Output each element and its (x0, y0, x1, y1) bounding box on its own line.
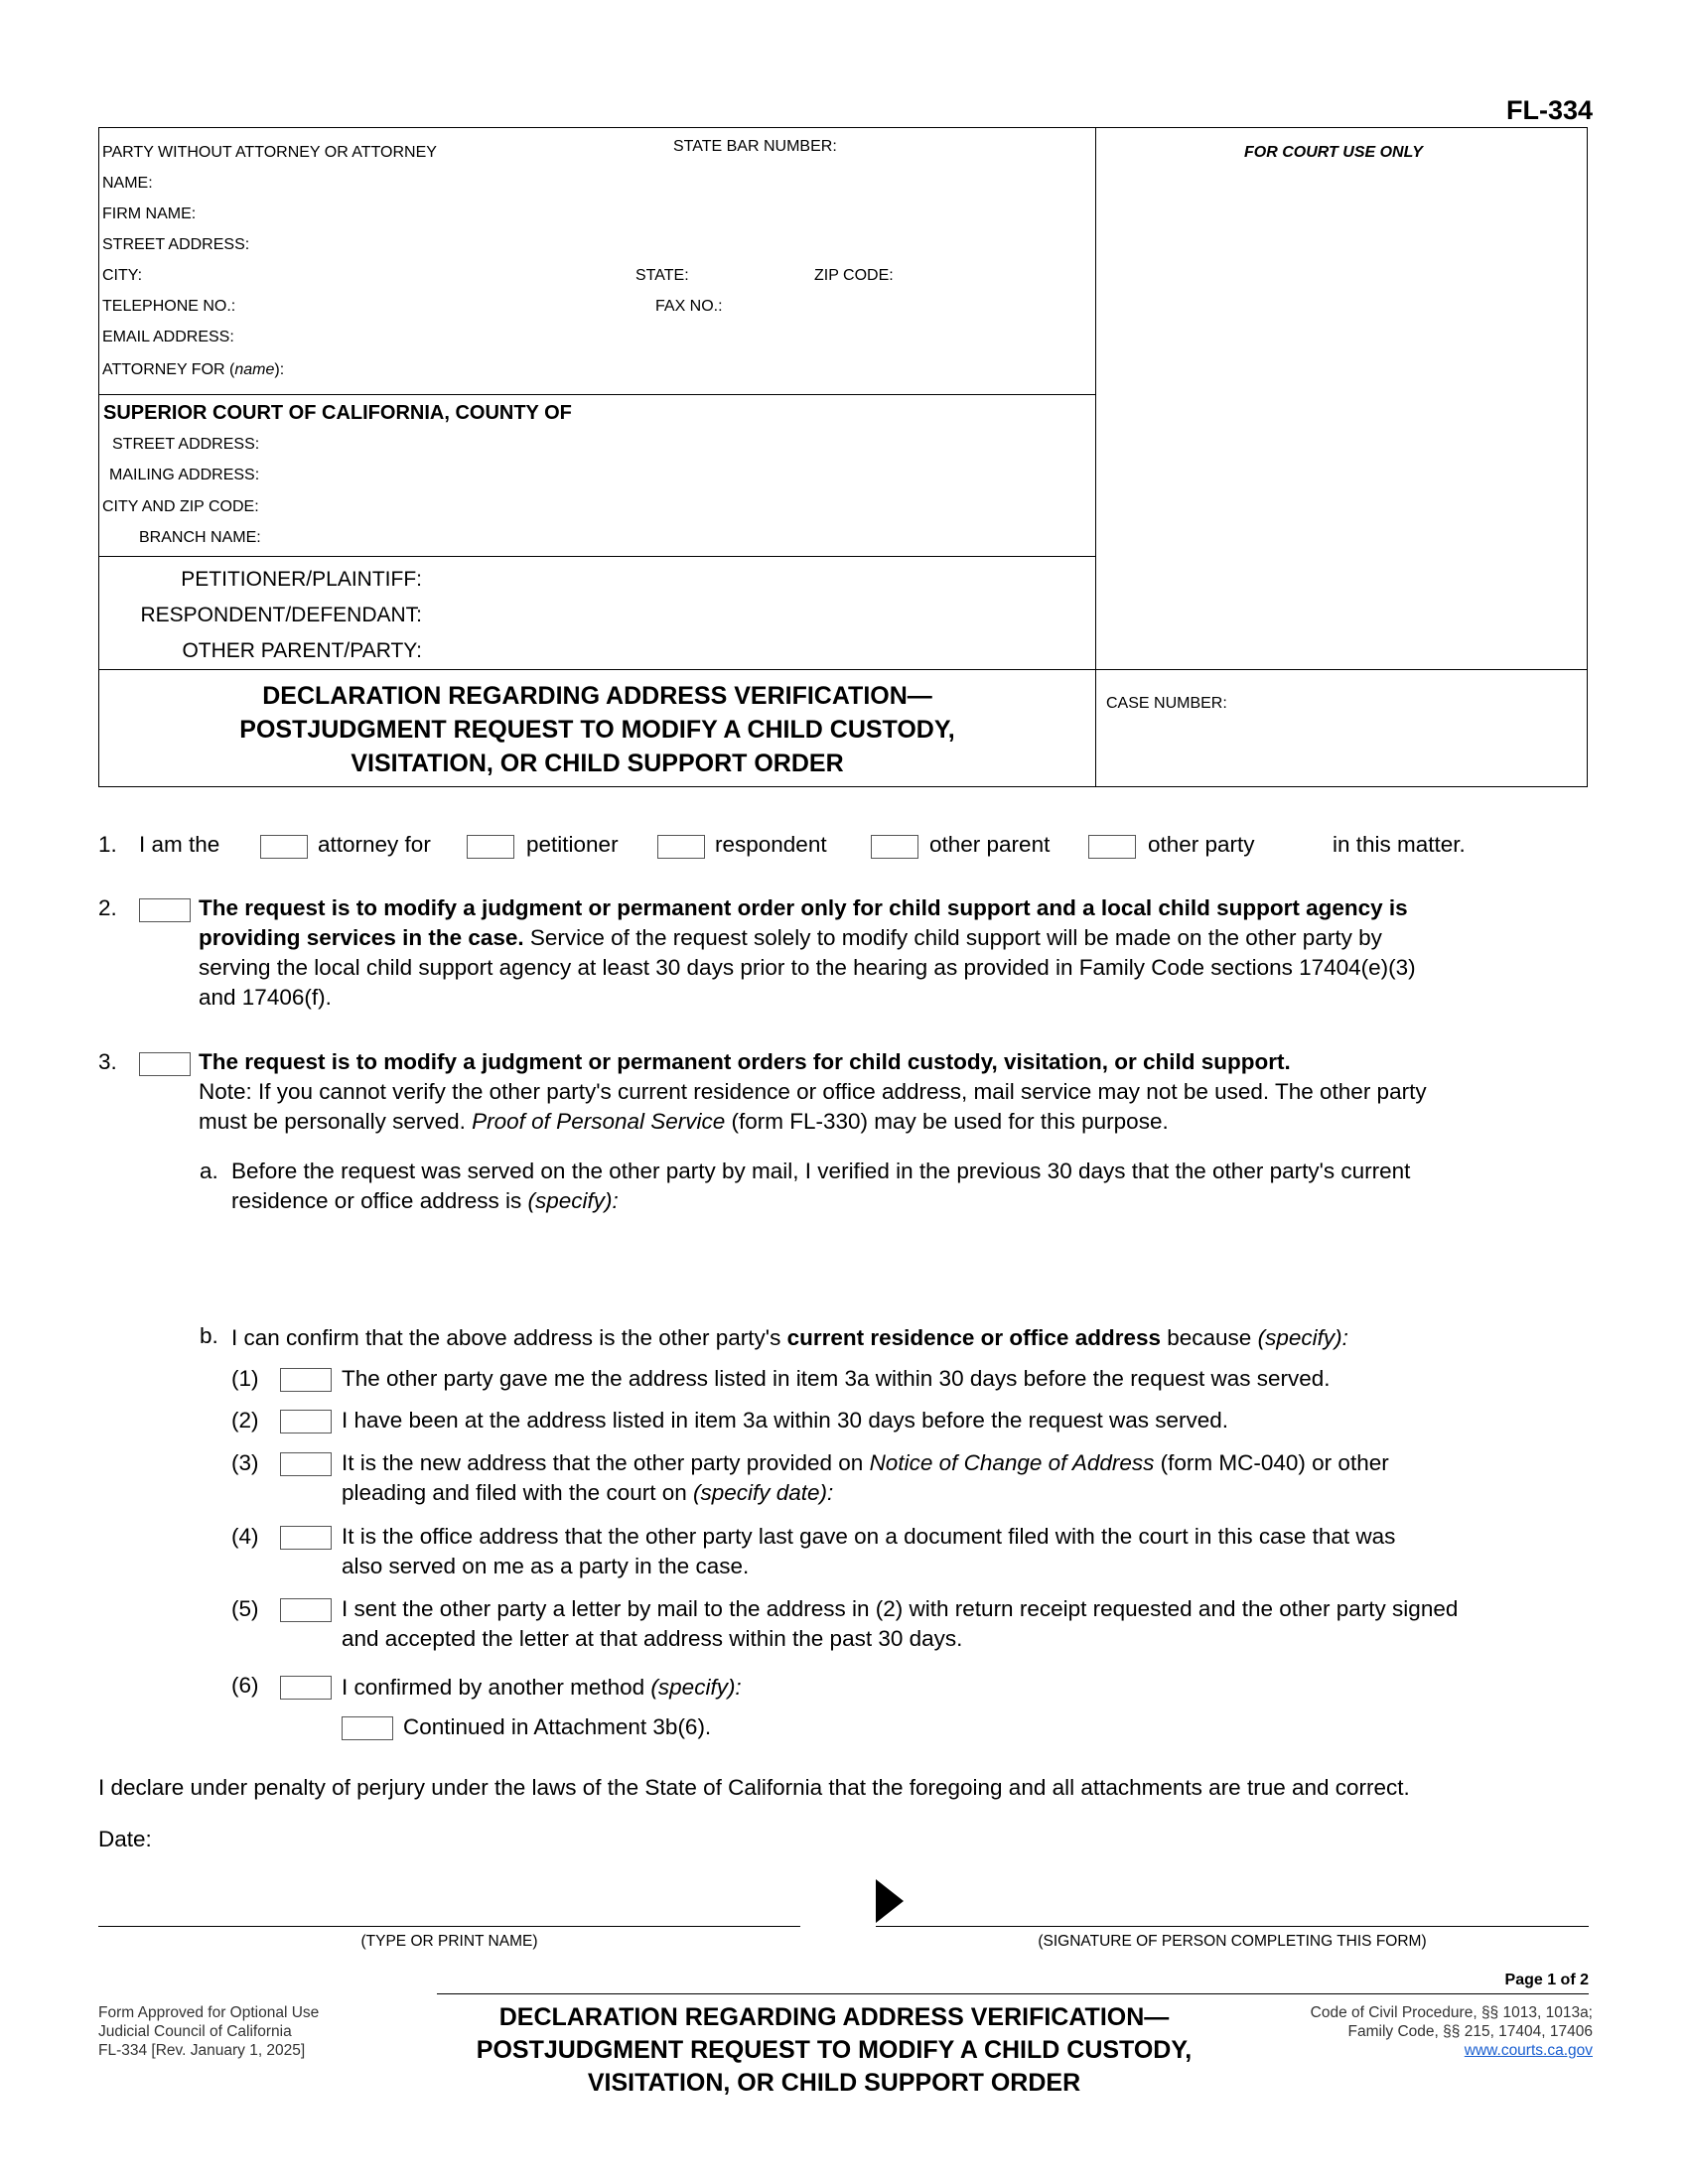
respondent-option: respondent (715, 832, 827, 857)
court-city-zip-label: CITY AND ZIP CODE: (102, 498, 259, 515)
other-party-checkbox[interactable] (1088, 835, 1136, 859)
print-name-caption: (TYPE OR PRINT NAME) (360, 1933, 538, 1950)
print-name-line[interactable] (98, 1926, 800, 1927)
item-number: 2. (98, 895, 117, 920)
footer-title-line: DECLARATION REGARDING ADDRESS VERIFICATION— (498, 2003, 1170, 2031)
caption-header (98, 127, 1588, 787)
document-title (99, 679, 1095, 780)
item-1 (0, 832, 1688, 864)
petitioner-option: petitioner (526, 832, 619, 857)
firm-name-label: FIRM NAME: (102, 205, 197, 222)
form-number: FL-334 (1505, 95, 1593, 125)
item-1-tail: in this matter. (1333, 832, 1466, 857)
sub-item-5-line: and accepted the letter at that address within the past 30 days. (342, 1626, 963, 1651)
email-label: EMAIL ADDRESS: (102, 329, 234, 345)
footer-left (98, 2003, 319, 2060)
sub-item-5-line: I sent the other party a letter by mail to the address in (2) with return receipt requested and the other party signed (342, 1596, 1459, 1621)
continued-attachment-checkbox[interactable] (342, 1716, 393, 1740)
sub-item-number: (5) (231, 1596, 259, 1621)
sub-item-6-checkbox[interactable] (280, 1676, 332, 1700)
item-3b-label: b. (200, 1323, 218, 1348)
court-title: SUPERIOR COURT OF CALIFORNIA, COUNTY OF (103, 402, 572, 424)
sub-item-3-line: pleading and filed with the court on (specify date): (342, 1480, 834, 1505)
street-address-label: STREET ADDRESS: (102, 236, 250, 253)
sub-item-2-text: I have been at the address listed in item 3a within 30 days before the request was served. (342, 1408, 1229, 1433)
sub-item-4-line: also served on me as a party in the case. (342, 1554, 750, 1578)
item-3b-text: I can confirm that the above address is the other party's current residence or office address because (specify): (231, 1325, 1348, 1350)
item-2-text (199, 893, 1589, 1013)
item-3-text (199, 1047, 1589, 1137)
sub-item-3-text (342, 1448, 1593, 1508)
sub-item-3-checkbox[interactable] (280, 1452, 332, 1476)
sub-item-3-line: It is the new address that the other party provided on Notice of Change of Address (form MC-040) or other (342, 1450, 1389, 1475)
sub-item-1-checkbox[interactable] (280, 1368, 332, 1392)
court-use-only-label: FOR COURT USE ONLY (1244, 144, 1423, 161)
footer-right-line: Family Code, §§ 215, 17404, 17406 (1347, 2023, 1593, 2040)
sub-item-number: (4) (231, 1524, 259, 1549)
item-2-line: serving the local child support agency at least 30 days prior to the hearing as provided in Family Code sections 17404(e)(3) (199, 955, 1416, 980)
court-street-label: STREET ADDRESS: (112, 436, 260, 453)
item-2-line: and 17406(f). (199, 985, 332, 1010)
telephone-label: TELEPHONE NO.: (102, 298, 236, 315)
respondent-checkbox[interactable] (657, 835, 705, 859)
declaration-text: I declare under penalty of perjury under the laws of the State of California that the foregoing and all attachments are true and correct. (98, 1775, 1410, 1800)
title-line: DECLARATION REGARDING ADDRESS VERIFICATION— (262, 682, 932, 710)
footer-right (1311, 2003, 1593, 2060)
city-label: CITY: (102, 267, 143, 284)
attorney-for-option: attorney for (318, 832, 431, 857)
item-3-line: Note: If you cannot verify the other party's current residence or office address, mail service may not be used. The other party (199, 1079, 1427, 1104)
petitioner-checkbox[interactable] (467, 835, 514, 859)
sub-item-2-checkbox[interactable] (280, 1410, 332, 1433)
state-label: STATE: (635, 267, 689, 284)
item-number: 3. (98, 1049, 117, 1074)
title-line: VISITATION, OR CHILD SUPPORT ORDER (351, 750, 844, 777)
item-3a-label: a. (200, 1159, 218, 1183)
zip-code-label: ZIP CODE: (814, 267, 894, 284)
item-2-line: The request is to modify a judgment or permanent order only for child support and a local child support agency is (199, 895, 1408, 920)
other-parent-checkbox[interactable] (871, 835, 918, 859)
sub-item-4-checkbox[interactable] (280, 1526, 332, 1550)
item-3-checkbox[interactable] (139, 1052, 191, 1076)
date-label: Date: (98, 1827, 152, 1851)
case-number-label: CASE NUMBER: (1106, 695, 1227, 712)
sub-item-1-text: The other party gave me the address listed in item 3a within 30 days before the request was served. (342, 1366, 1331, 1391)
item-3a-line: residence or office address is (specify): (231, 1188, 619, 1213)
court-mailing-label: MAILING ADDRESS: (109, 467, 260, 483)
signature-line[interactable] (876, 1926, 1589, 1927)
header-line (99, 556, 1095, 557)
continued-attachment-text: Continued in Attachment 3b(6). (403, 1714, 712, 1739)
page-number: Page 1 of 2 (1504, 1972, 1589, 1988)
sub-item-4-line: It is the office address that the other party last gave on a document filed with the court in this case that was (342, 1524, 1396, 1549)
item-2-line: providing services in the case. Service of the request solely to modify child support will be made on the other party by (199, 925, 1382, 950)
other-parent-option: other parent (929, 832, 1051, 857)
court-branch-label: BRANCH NAME: (139, 529, 261, 546)
arrow-icon (874, 1877, 906, 1925)
item-3a-line: Before the request was served on the other party by mail, I verified in the previous 30 days that the other party's current (231, 1159, 1411, 1183)
attorney-for-label: ATTORNEY FOR (name): (102, 361, 285, 378)
fax-label: FAX NO.: (655, 298, 723, 315)
sub-item-6-text: I confirmed by another method (specify): (342, 1675, 742, 1700)
footer-left-line: Judicial Council of California (98, 2023, 292, 2040)
signature-caption: (SIGNATURE OF PERSON COMPLETING THIS FORM) (1038, 1933, 1427, 1950)
item-1-lead: I am the (139, 832, 220, 857)
footer-title-line: POSTJUDGMENT REQUEST TO MODIFY A CHILD CUSTODY, (476, 2036, 1193, 2064)
sub-item-number: (1) (231, 1366, 259, 1391)
title-line: POSTJUDGMENT REQUEST TO MODIFY A CHILD CUSTODY, (239, 716, 955, 744)
courts-website-link[interactable]: www.courts.ca.gov (1464, 2042, 1593, 2059)
other-party-option: other party (1148, 832, 1255, 857)
footer-title-line: VISITATION, OR CHILD SUPPORT ORDER (587, 2069, 1081, 2097)
item-3-line: must be personally served. Proof of Personal Service (form FL-330) may be used for this purpose. (199, 1109, 1169, 1134)
party-without-attorney-label: PARTY WITHOUT ATTORNEY OR ATTORNEY (102, 144, 437, 161)
footer-left-line: Form Approved for Optional Use (98, 2004, 320, 2021)
respondent-label: RESPONDENT/DEFENDANT: (140, 604, 422, 626)
item-number: 1. (98, 832, 117, 857)
attorney-for-checkbox[interactable] (260, 835, 308, 859)
item-3a-text (231, 1157, 1592, 1216)
sub-item-number: (3) (231, 1450, 259, 1475)
item-3-line: The request is to modify a judgment or permanent orders for child custody, visitation, or child support. (199, 1049, 1291, 1074)
footer-rule (437, 1993, 1589, 1994)
sub-item-4-text (342, 1522, 1593, 1581)
name-label: NAME: (102, 175, 153, 192)
other-parent-label: OTHER PARENT/PARTY: (182, 639, 422, 662)
petitioner-label: PETITIONER/PLAINTIFF: (181, 568, 422, 591)
sub-item-number: (6) (231, 1673, 259, 1698)
header-divider (1095, 128, 1096, 786)
footer-right-line: Code of Civil Procedure, §§ 1013, 1013a; (1310, 2004, 1593, 2021)
sub-item-5-text (342, 1594, 1603, 1654)
footer-title (387, 2001, 1281, 2100)
footer-left-line: FL-334 [Rev. January 1, 2025] (98, 2042, 306, 2059)
header-line (99, 394, 1095, 395)
state-bar-number-label: STATE BAR NUMBER: (673, 138, 837, 155)
item-2-checkbox[interactable] (139, 898, 191, 922)
sub-item-number: (2) (231, 1408, 259, 1433)
sub-item-5-checkbox[interactable] (280, 1598, 332, 1622)
